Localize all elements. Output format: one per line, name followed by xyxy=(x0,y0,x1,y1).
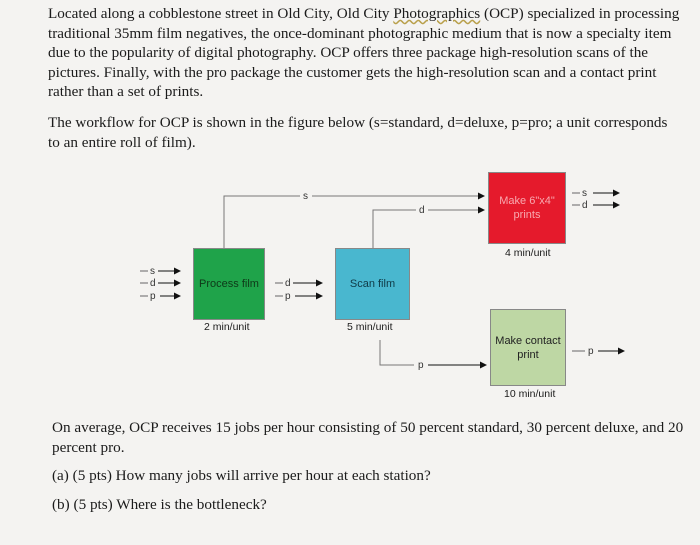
contact-print-label: Make contact print xyxy=(495,334,561,361)
process-inputs xyxy=(140,266,180,302)
process-to-scan-flows xyxy=(275,278,322,302)
contact-output xyxy=(572,346,624,357)
flow-label-s-out: s xyxy=(582,188,587,199)
flow-label-d-in: d xyxy=(150,278,156,289)
make-prints-rate: 4 min/unit xyxy=(505,247,551,259)
scan-film-label: Scan film xyxy=(349,278,396,290)
jobs-paragraph: On average, OCP receives 15 jobs per hour consisting of 50 percent standard, 30 percent deluxe, and 20 percent pro. xyxy=(52,419,684,456)
intro-text-b: (OCP) specialized in processing traditional 35mm film negatives, the once-dominant photographic medium that is now a specialty item due to the popularity of digital photography. OCP offers three package high-resolution scans of the pictures. Finally, with the pro package the customer gets the high-resolution scan and a contact print rather than a set of prints. xyxy=(48,5,680,100)
p-flow-to-contact xyxy=(380,340,486,371)
question-a: (a) (5 pts) How many jobs will arrive per hour at each station? xyxy=(52,467,431,484)
make-prints-label: Make 6"x4" prints xyxy=(499,195,555,221)
flow-label-s-in: s xyxy=(150,266,155,277)
intro-text-a: Located along a cobblestone street in Old City, Old City xyxy=(48,5,394,22)
flow-label-p-in: p xyxy=(150,291,156,302)
workflow-paragraph: The workflow for OCP is shown in the figure below (s=standard, d=deluxe, p=pro; a unit corresponds to an entire roll of film). xyxy=(48,114,668,151)
flow-label-s-top: s xyxy=(303,191,308,202)
contact-print-rate: 10 min/unit xyxy=(504,388,556,400)
scan-film-rate: 5 min/unit xyxy=(347,321,393,333)
flow-label-d-mid: d xyxy=(285,278,291,289)
process-film-rate: 2 min/unit xyxy=(204,321,250,333)
d-flow-to-prints xyxy=(373,205,484,248)
flow-label-d-out: d xyxy=(582,200,588,211)
make-prints-station xyxy=(488,172,566,244)
contact-print-station xyxy=(490,309,566,386)
question-b: (b) (5 pts) Where is the bottleneck? xyxy=(52,496,267,513)
prints-outputs xyxy=(572,188,619,211)
company-name: Photographics xyxy=(393,5,481,22)
flow-label-p-mid: p xyxy=(285,291,291,302)
flow-label-p-out: p xyxy=(588,346,594,357)
flow-label-p-bottom: p xyxy=(418,360,424,371)
scan-film-station xyxy=(335,248,410,320)
process-film-station xyxy=(193,248,265,320)
process-film-label: Process film xyxy=(199,278,259,290)
s-flow-to-prints xyxy=(224,191,484,248)
flow-label-d-top: d xyxy=(419,205,425,216)
